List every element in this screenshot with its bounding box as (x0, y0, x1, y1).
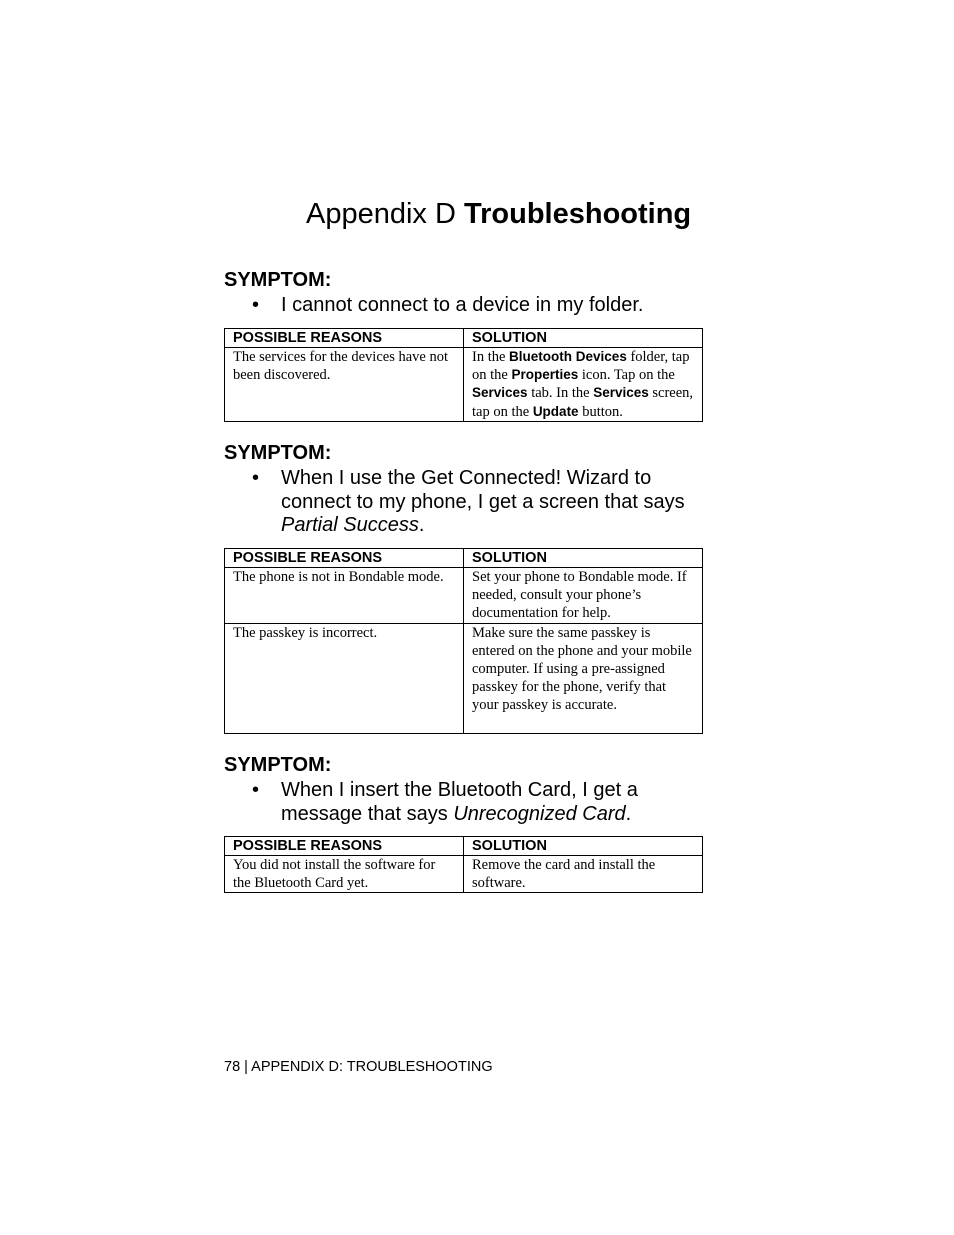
solution-text: folder, tap on the (472, 349, 690, 384)
page-footer: 78 | APPENDIX D: TROUBLESHOOTING (224, 1059, 493, 1075)
symptom-3-table (224, 836, 703, 893)
table-header-row (225, 837, 703, 856)
symptom-2-text (281, 467, 711, 538)
table-row (225, 856, 703, 893)
symptom-3-emphasis: Unrecognized Card (453, 802, 626, 825)
solution-text: icon. Tap on the (578, 367, 675, 384)
table-header-row (225, 549, 703, 568)
symptom-2-text-after: . (418, 514, 425, 536)
table-row (225, 568, 703, 624)
solution-text: button. (578, 403, 623, 420)
ui-term-services: Services (593, 385, 649, 401)
symptom-2-table (224, 548, 703, 734)
symptom-2-heading: SYMPTOM: (224, 442, 332, 464)
symptom-1-text: I cannot connect to a device in my folder. (281, 294, 644, 316)
title-prefix: Appendix D (306, 198, 456, 230)
solution-cell: Remove the card and install the software. (464, 856, 703, 893)
symptom-1-table (224, 328, 703, 422)
solution-text: screen, tap on the (472, 385, 694, 420)
reasons-header: POSSIBLE REASONS (225, 837, 464, 856)
page-title (306, 196, 691, 232)
ui-term-bluetooth-devices: Bluetooth Devices (509, 349, 627, 364)
solution-cell (464, 348, 703, 422)
solution-header: SOLUTION (464, 549, 703, 568)
solution-cell: Set your phone to Bondable mode. If needed, consult your phone’s documentation for help. (464, 568, 703, 624)
ui-term-services: Services (472, 385, 528, 401)
solution-header: SOLUTION (464, 837, 703, 856)
solution-cell: Make sure the same passkey is entered on the phone and your mobile computer. If using a pre-assigned passkey for the phone, verify that your passkey is accurate. (464, 623, 703, 733)
table-row (225, 623, 703, 733)
symptom-3-text-before: When I insert the Bluetooth Card, I get a message that says (281, 779, 638, 825)
reason-cell: The passkey is incorrect. (225, 623, 464, 733)
symptom-3-heading: SYMPTOM: (224, 754, 332, 776)
symptom-1-bullet: • (252, 294, 260, 316)
reasons-header: POSSIBLE REASONS (225, 329, 464, 348)
ui-term-update: Update (532, 403, 579, 419)
symptom-3-text (281, 779, 711, 826)
table-header-row (225, 329, 703, 348)
reason-cell: The services for the devices have not been discovered. (225, 348, 464, 422)
ui-term-properties: Properties (511, 367, 579, 383)
reason-cell: You did not install the software for the Bluetooth Card yet. (225, 856, 464, 893)
reasons-header: POSSIBLE REASONS (225, 549, 464, 568)
solution-text: In the (472, 349, 510, 365)
symptom-2-bullet: • (252, 467, 260, 489)
symptom-3-text-after: . (625, 802, 632, 825)
table-row (225, 348, 703, 422)
reason-cell: The phone is not in Bondable mode. (225, 568, 464, 624)
symptom-1-heading: SYMPTOM: (224, 269, 332, 291)
solution-text: tab. In the (527, 385, 594, 402)
symptom-3-bullet: • (252, 779, 260, 801)
title-main: Troubleshooting (464, 198, 692, 230)
solution-header: SOLUTION (464, 329, 703, 348)
symptom-2-emphasis: Partial Success (281, 514, 419, 536)
symptom-2-text-before: When I use the Get Connected! Wizard to connect to my phone, I get a screen that says (281, 467, 685, 513)
